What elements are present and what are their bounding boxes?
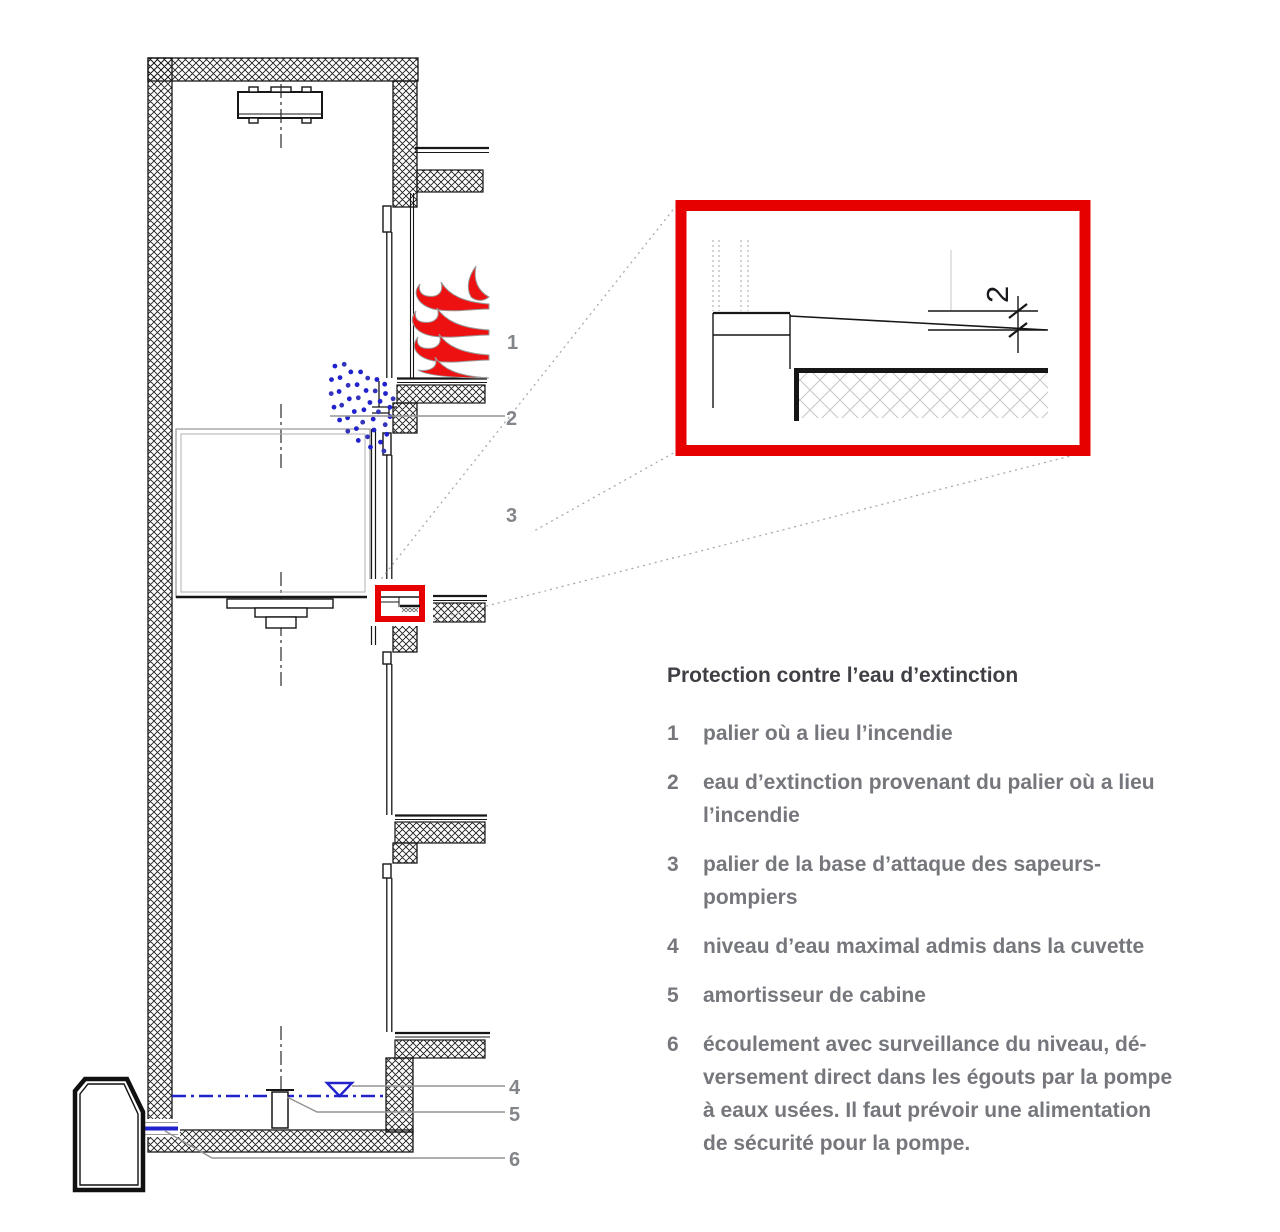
spray-drop xyxy=(375,377,380,382)
detail-callout-box xyxy=(681,206,1085,451)
spray-drop xyxy=(329,377,334,382)
landing-wall-face xyxy=(411,193,414,378)
legend xyxy=(667,664,1207,1176)
spray-drop xyxy=(356,395,361,400)
spray-drop xyxy=(354,426,359,431)
legend-title: Protection contre l’eau d’extinction xyxy=(667,664,1019,687)
spray-drop xyxy=(383,422,388,427)
spray-drop xyxy=(382,449,387,454)
marker-2: 2 xyxy=(506,408,518,430)
spray-drop xyxy=(373,389,378,394)
spray-drop xyxy=(329,391,334,396)
spray-drop xyxy=(337,418,342,423)
spray-drop xyxy=(372,428,377,433)
spray-drop xyxy=(378,440,383,445)
legend-item-2 xyxy=(667,766,1207,832)
legend-item-text: eau d’extinction provenant du palier où a lieu l’incendie xyxy=(703,771,1155,827)
legend-item-text: palier de la base d’attaque des sapeurs- pompiers xyxy=(703,853,1101,909)
spray-drop xyxy=(378,399,383,404)
spray-drop xyxy=(360,420,365,425)
marker-3: 3 xyxy=(506,505,518,527)
legend-item-number: 3 xyxy=(667,853,679,876)
legend-item-text: écoulement avec surveillance du niveau, dé- versement direct dans les égouts par la pompe à eaux usées. Il faut prévoir une alimentation de sécurité pour la pompe. xyxy=(703,1033,1173,1155)
spray-drop xyxy=(382,382,387,387)
spray-drop xyxy=(338,375,343,380)
spray-drop xyxy=(383,391,388,396)
spray-drop xyxy=(347,396,352,401)
sump-tank-icon xyxy=(75,1079,143,1190)
detail-source-box xyxy=(367,579,433,626)
spray-drop xyxy=(332,405,337,410)
legend-item-text: amortisseur de cabine xyxy=(703,984,926,1007)
marker-1: 1 xyxy=(507,332,519,354)
spray-drop xyxy=(365,376,370,381)
legend-item-5 xyxy=(667,979,1207,1012)
spray-drop xyxy=(371,417,376,422)
spray-drop xyxy=(337,389,342,394)
legend-item-6 xyxy=(667,1028,1207,1160)
legend-item-4 xyxy=(667,930,1207,963)
legend-item-text: palier où a lieu l’incendie xyxy=(703,722,953,745)
elevator-car xyxy=(176,429,376,645)
legend-item-number: 1 xyxy=(667,722,679,745)
legend-item-number: 2 xyxy=(667,771,679,794)
spray-drop xyxy=(356,438,361,443)
spray-drop xyxy=(362,407,367,412)
spray-drop xyxy=(368,445,373,450)
legend-item-1 xyxy=(667,717,1207,750)
spray-drop xyxy=(387,405,392,410)
legend-item-number: 6 xyxy=(667,1033,679,1056)
spray-drop xyxy=(368,400,373,405)
spray-drop xyxy=(333,364,338,369)
fire-icon xyxy=(412,266,489,378)
marker-4: 4 xyxy=(509,1077,521,1099)
spray-drop xyxy=(345,429,350,434)
spray-drop xyxy=(352,409,357,414)
detail-dimension-label: 2 xyxy=(980,285,1015,303)
legend-item-number: 4 xyxy=(667,935,679,958)
marker-5: 5 xyxy=(509,1104,521,1126)
legend-item-number: 5 xyxy=(667,984,679,1007)
hoisting-machine-icon xyxy=(238,87,322,123)
spray-drop xyxy=(348,370,353,375)
spray-drop xyxy=(355,382,360,387)
legend-item-text: niveau d’eau maximal admis dans la cuvette xyxy=(703,935,1145,958)
white-mask-box xyxy=(425,532,545,591)
spray-drop xyxy=(384,432,389,437)
legend-item-3 xyxy=(667,848,1207,914)
spray-drop xyxy=(365,434,370,439)
legend-items xyxy=(667,717,1207,1160)
water-level-icon xyxy=(327,1083,352,1096)
spray-drop xyxy=(376,409,381,414)
spray-drop xyxy=(339,403,344,408)
spray-drop xyxy=(391,396,396,401)
spray-drop xyxy=(342,362,347,367)
spray-drop xyxy=(364,388,369,393)
marker-6: 6 xyxy=(509,1149,521,1171)
spray-drop xyxy=(346,383,351,388)
spray-drop xyxy=(358,370,363,375)
